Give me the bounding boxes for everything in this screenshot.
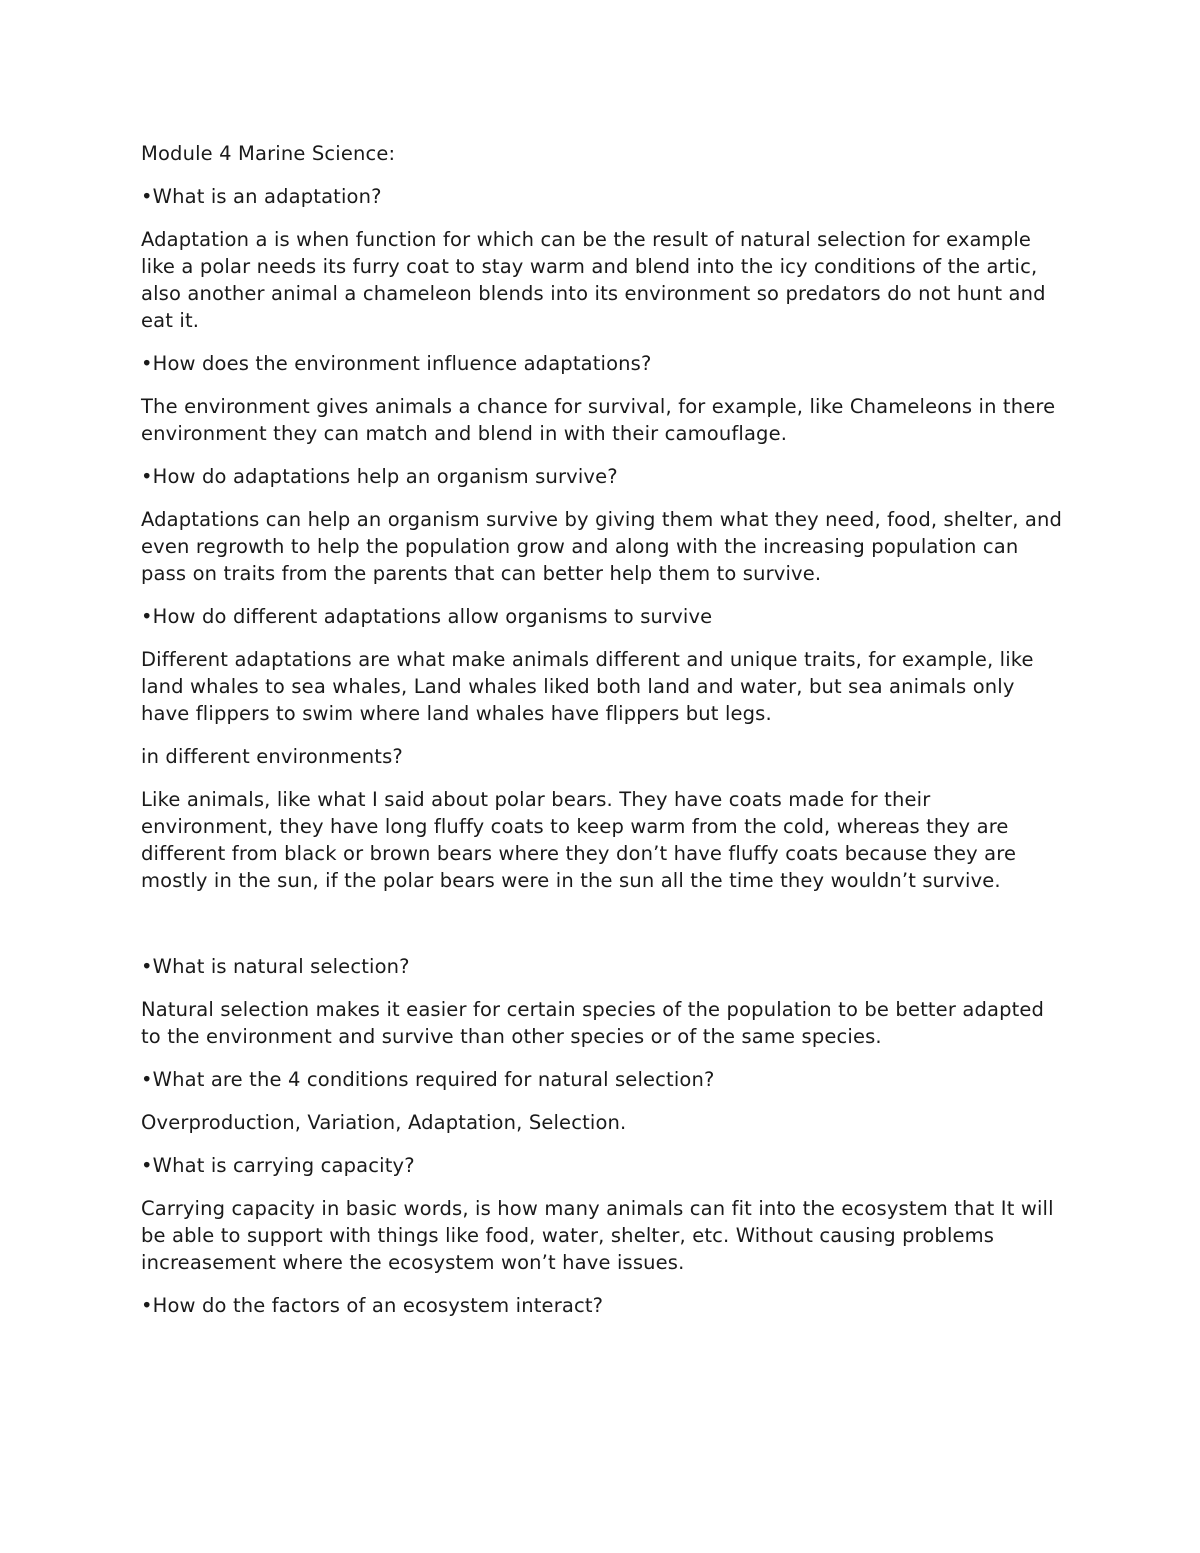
answer-text: Adaptation a is when function for which can be the result of natural selection for example like a polar needs its furry coat to stay warm and blend into the icy conditions of the artic, also another animal a chameleon blends into its environment so predators do not hunt and eat it. [141,228,1046,332]
question-text: •How do different adaptations allow organisms to survive [141,605,713,628]
question-text: •What is carrying capacity? [141,1154,415,1177]
document-page [141,140,1066,1335]
answer-text: Different adaptations are what make animals different and unique traits, for example, like land whales to sea whales, Land whales liked both land and water, but sea animals only have flippers to swim where land whales have flippers but legs. [141,648,1034,725]
answer-text: Carrying capacity in basic words, is how many animals can fit into the ecosystem that It will be able to support with things like food, water, shelter, etc. Without causing problems increasement where the ecosystem won’t have issues. [141,1197,1054,1274]
question-text: •How do adaptations help an organism survive? [141,465,618,488]
question-text: •What is an adaptation? [141,185,382,208]
question-text: •What is natural selection? [141,955,410,978]
question-text: •What are the 4 conditions required for natural selection? [141,1068,715,1091]
answer-text: Like animals, like what I said about polar bears. They have coats made for their environment, they have long fluffy coats to keep warm from the cold, whereas they are different from black or brown bears where they don’t have fluffy coats because they are mostly in the sun, if the polar bears were in the sun all the time they wouldn’t survive. [141,788,1017,892]
blank-line [141,910,1066,953]
answer-text: The environment gives animals a chance for survival, for example, like Chameleons in there environment they can match and blend in with their camouflage. [141,395,1056,445]
answer-text: Adaptations can help an organism survive by giving them what they need, food, shelter, and even regrowth to help the population grow and along with the increasing population can pass on traits from the parents that can better help them to survive. [141,508,1063,585]
answer-text: Natural selection makes it easier for certain species of the population to be better adapted to the environment and survive than other species or of the same species. [141,998,1045,1048]
question-text: in different environments? [141,745,403,768]
question-text: •How do the factors of an ecosystem interact? [141,1294,604,1317]
answer-text: Overproduction, Variation, Adaptation, Selection. [141,1111,627,1134]
document-title: Module 4 Marine Science: [141,142,396,165]
question-text: •How does the environment influence adaptations? [141,352,652,375]
